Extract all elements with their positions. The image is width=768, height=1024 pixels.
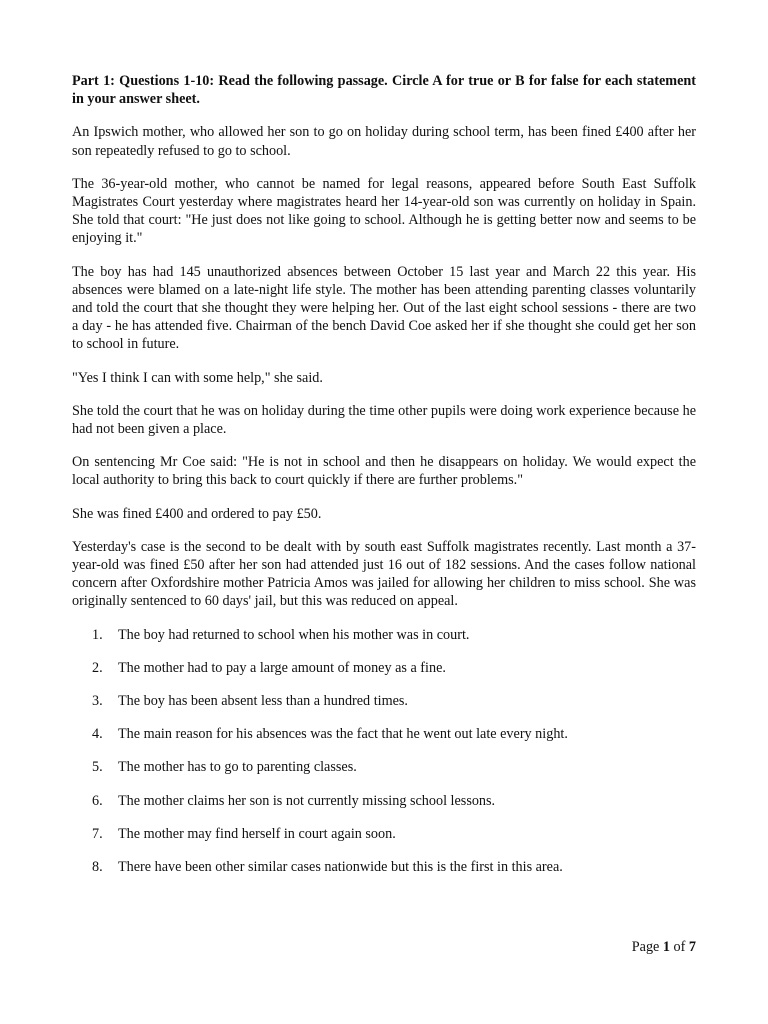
- question-list: [72, 626, 696, 877]
- current-page-number: 1: [662, 939, 670, 955]
- question-item: [72, 725, 696, 743]
- page-footer: [632, 939, 696, 956]
- question-text: The mother has to go to parenting classes.: [118, 759, 357, 776]
- question-number: 5.: [92, 759, 103, 776]
- question-text: The main reason for his absences was the fact that he went out late every night.: [118, 726, 568, 743]
- passage-paragraph-1: An Ipswich mother, who allowed her son to go on holiday during school term, has been fined £400 after her son repeatedly refused to go to school.: [72, 124, 696, 159]
- question-text: The mother had to pay a large amount of money as a fine.: [118, 659, 446, 676]
- question-number: 8.: [92, 859, 103, 876]
- question-text: The boy has been absent less than a hundred times.: [118, 693, 408, 710]
- passage-paragraph-5: She told the court that he was on holiday during the time other pupils were doing work experience because he had not been given a place.: [72, 402, 696, 438]
- question-item: [72, 692, 696, 710]
- document-page: [72, 72, 696, 891]
- question-text: There have been other similar cases nationwide but this is the first in this area.: [118, 859, 563, 876]
- question-item: [72, 626, 696, 644]
- question-item: [72, 858, 696, 876]
- question-number: 1.: [92, 626, 103, 643]
- passage-paragraph-4: "Yes I think I can with some help," she said.: [72, 369, 323, 386]
- question-number: 6.: [92, 792, 103, 809]
- question-item: [72, 758, 696, 776]
- question-item: [72, 825, 696, 843]
- question-number: 7.: [92, 825, 103, 842]
- passage-paragraph-8: Yesterday's case is the second to be dealt with by south east Suffolk magistrates recently. Last month a 37-year-old was fined £50 after her son had attended just 16 out of 182 sessions. And the cases follow national concern after Oxfordshire mother Patricia Amos was jailed for allowing her children to miss school. She was originally sentenced to 60 days' jail, but this was reduced on appeal.: [72, 538, 696, 610]
- of-word: of: [673, 939, 686, 955]
- passage-paragraph-3: The boy has had 145 unauthorized absences between October 15 last year and March 22 this year. His absences were blamed on a late-night life style. The mother has been attending parenting classes voluntarily and told the court that she thought they were helping her. Out of the last eight school sessions - there are two a day - he has attended five. Chairman of the bench David Coe asked her if she thought she could get her son to school in future.: [72, 263, 696, 353]
- question-item: [72, 792, 696, 810]
- total-pages-number: 7: [688, 939, 696, 955]
- question-number: 3.: [92, 693, 103, 710]
- question-text: The mother claims her son is not currently missing school lessons.: [118, 792, 496, 809]
- passage-paragraph-2: The 36-year-old mother, who cannot be named for legal reasons, appeared before South East Suffolk Magistrates Court yesterday where magistrates heard her 14-year-old son was currently on holiday in Spain. She told that court: "He just does not like going to school. Although he is getting better now and seems to be enjoying it.": [72, 175, 696, 247]
- page-word: Page: [631, 939, 660, 955]
- question-text: The mother may find herself in court again soon.: [118, 825, 396, 842]
- passage-paragraph-7: She was fined £400 and ordered to pay £50.: [72, 505, 322, 522]
- question-text: The boy had returned to school when his mother was in court.: [118, 626, 470, 643]
- question-number: 2.: [92, 659, 103, 676]
- instructions-heading: Part 1: Questions 1-10: Read the following passage. Circle A for true or B for false for each statement in your answer sheet.: [72, 73, 696, 108]
- question-number: 4.: [92, 726, 103, 743]
- question-item: [72, 659, 696, 677]
- passage-paragraph-6: On sentencing Mr Coe said: "He is not in school and then he disappears on holiday. We would expect the local authority to bring this back to court quickly if there are further problems.": [72, 454, 696, 489]
